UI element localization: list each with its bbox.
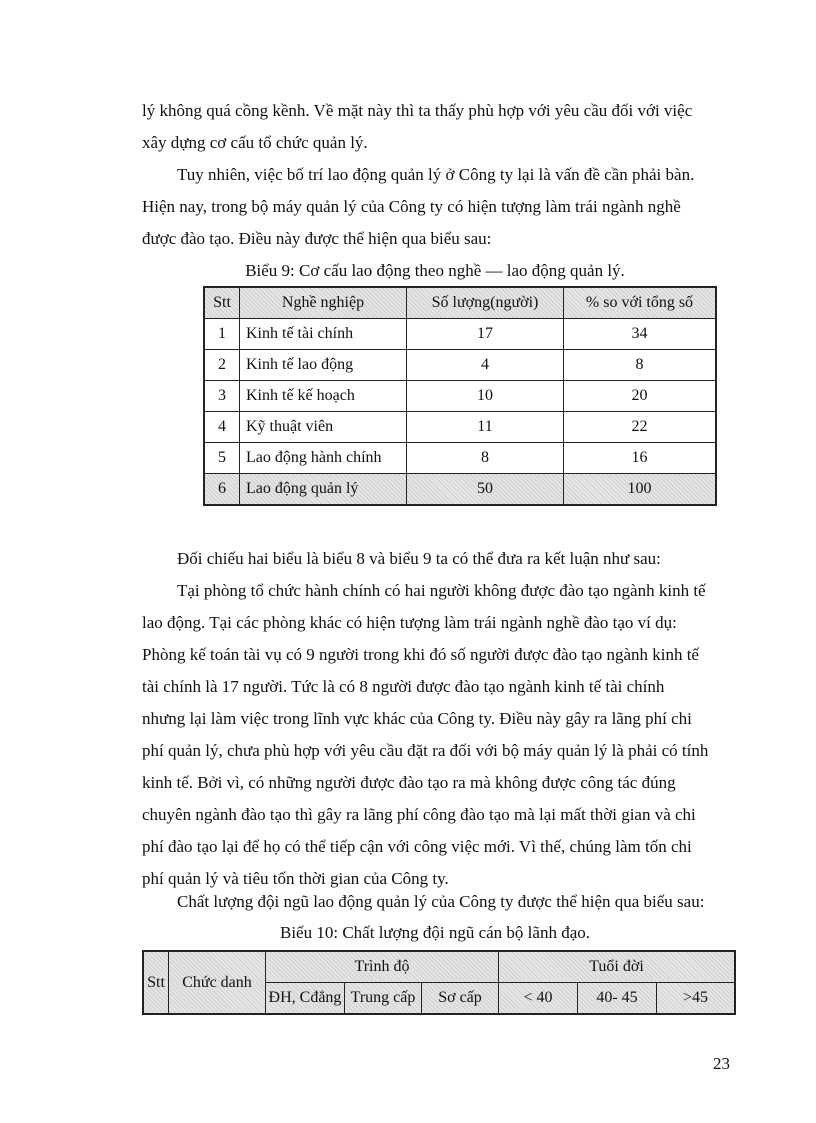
paragraph-4-line-1: Tại phòng tổ chức hành chính có hai người không được đào tạo ngành kinh tế: [177, 581, 706, 600]
paragraph-2-line-1: Tuy nhiên, việc bố trí lao động quản lý ở Công ty lại là vấn đề cần phải bàn.: [177, 165, 695, 184]
table-9-header-row: [204, 287, 716, 319]
paragraph-4-line-7: kinh tế. Bởi vì, có những người được đào tạo ra mà không được công tác đúng: [142, 773, 676, 792]
paragraph-4-line-5: nhưng lại làm việc trong lĩnh vực khác của Công ty. Điều này gây ra lãng phí chi: [142, 709, 692, 728]
cell-count: 10: [407, 381, 564, 412]
paragraph-1-line-2: xây dựng cơ cấu tổ chức quản lý.: [142, 133, 368, 152]
paragraph-4-line-4: tài chính là 17 người. Tức là có 8 người được đào tạo ngành kinh tế tài chính: [142, 677, 665, 696]
cell-stt: 6: [204, 474, 240, 506]
table-row: [204, 412, 716, 443]
table-10-header-age: Tuổi đời: [499, 951, 736, 983]
table-10-caption: Biểu 10: Chất lượng đội ngũ cán bộ lãnh đạo.: [280, 923, 590, 942]
table-9-header-occupation: Nghề nghiệp: [240, 287, 407, 319]
cell-count: 11: [407, 412, 564, 443]
table-row: [204, 381, 716, 412]
paragraph-3-line-1: Đối chiếu hai biểu là biểu 8 và biểu 9 ta có thể đưa ra kết luận như sau:: [177, 549, 661, 568]
table-row: [204, 350, 716, 381]
cell-occupation: Kỹ thuật viên: [240, 412, 407, 443]
table-10-sub-40-45: 40- 45: [578, 983, 657, 1015]
table-row-total: [204, 474, 716, 506]
table-10-sub-under-40: < 40: [499, 983, 578, 1015]
paragraph-4-line-3: Phòng kế toán tài vụ có 9 người trong khi đó số người được đào tạo ngành kinh tế: [142, 645, 699, 664]
paragraph-5-line-1: Chất lượng đội ngũ lao động quản lý của Công ty được thể hiện qua biểu sau:: [177, 892, 705, 911]
cell-stt: 5: [204, 443, 240, 474]
cell-occupation: Lao động quản lý: [240, 474, 407, 506]
table-row: [204, 319, 716, 350]
table-9-header-count: Số lượng(người): [407, 287, 564, 319]
cell-percent: 8: [564, 350, 717, 381]
table-9-caption: Biểu 9: Cơ cấu lao động theo nghề — lao động quản lý.: [245, 261, 625, 280]
paragraph-2-line-2: Hiện nay, trong bộ máy quản lý của Công ty có hiện tượng làm trái ngành nghề: [142, 197, 681, 216]
table-row: [204, 443, 716, 474]
cell-count: 17: [407, 319, 564, 350]
cell-stt: 1: [204, 319, 240, 350]
paragraph-4-line-8: chuyên ngành đào tạo thì gây ra lãng phí công đào tạo mà lại mất thời gian và chi: [142, 805, 696, 824]
cell-occupation: Kinh tế kế hoạch: [240, 381, 407, 412]
cell-stt: 3: [204, 381, 240, 412]
table-9: [203, 286, 717, 506]
cell-count: 4: [407, 350, 564, 381]
cell-occupation: Lao động hành chính: [240, 443, 407, 474]
cell-percent: 22: [564, 412, 717, 443]
cell-stt: 4: [204, 412, 240, 443]
cell-percent: 100: [564, 474, 717, 506]
paragraph-4-line-2: lao động. Tại các phòng khác có hiện tượng làm trái ngành nghề đào tạo ví dụ:: [142, 613, 677, 632]
table-9-header-stt: Stt: [204, 287, 240, 319]
table-10-header-title: Chức danh: [169, 951, 266, 1014]
table-10: [142, 950, 736, 1015]
cell-occupation: Kinh tế lao động: [240, 350, 407, 381]
cell-percent: 16: [564, 443, 717, 474]
cell-count: 8: [407, 443, 564, 474]
table-10-sub-elementary: Sơ cấp: [422, 983, 499, 1015]
table-10-header-row-1: [143, 951, 735, 983]
paragraph-4-line-6: phí quản lý, chưa phù hợp với yêu cầu đặt ra đối với bộ máy quản lý là phải có tính: [142, 741, 709, 760]
cell-count: 50: [407, 474, 564, 506]
page-number: 23: [713, 1054, 730, 1073]
paragraph-1-line-1: lý không quá cồng kềnh. Về mặt này thì ta thấy phù hợp với yêu cầu đối với việc: [142, 101, 693, 120]
cell-percent: 20: [564, 381, 717, 412]
table-10-header-stt: Stt: [143, 951, 169, 1014]
table-10-sub-university: ĐH, Cđẳng: [266, 983, 345, 1015]
cell-stt: 2: [204, 350, 240, 381]
cell-occupation: Kinh tế tài chính: [240, 319, 407, 350]
paragraph-2-line-3: được đào tạo. Điều này được thể hiện qua biểu sau:: [142, 229, 492, 248]
paragraph-4-line-9: phí đào tạo lại để họ có thể tiếp cận với công việc mới. Vì thế, chúng làm tốn chi: [142, 837, 692, 856]
paragraph-4-line-10: phí quản lý và tiêu tốn thời gian của Công ty.: [142, 869, 449, 888]
table-9-header-percent: % so với tổng số: [564, 287, 717, 319]
table-10-header-education: Trình độ: [266, 951, 499, 983]
table-10-sub-intermediate: Trung cấp: [345, 983, 422, 1015]
cell-percent: 34: [564, 319, 717, 350]
table-10-sub-over-45: >45: [657, 983, 736, 1015]
